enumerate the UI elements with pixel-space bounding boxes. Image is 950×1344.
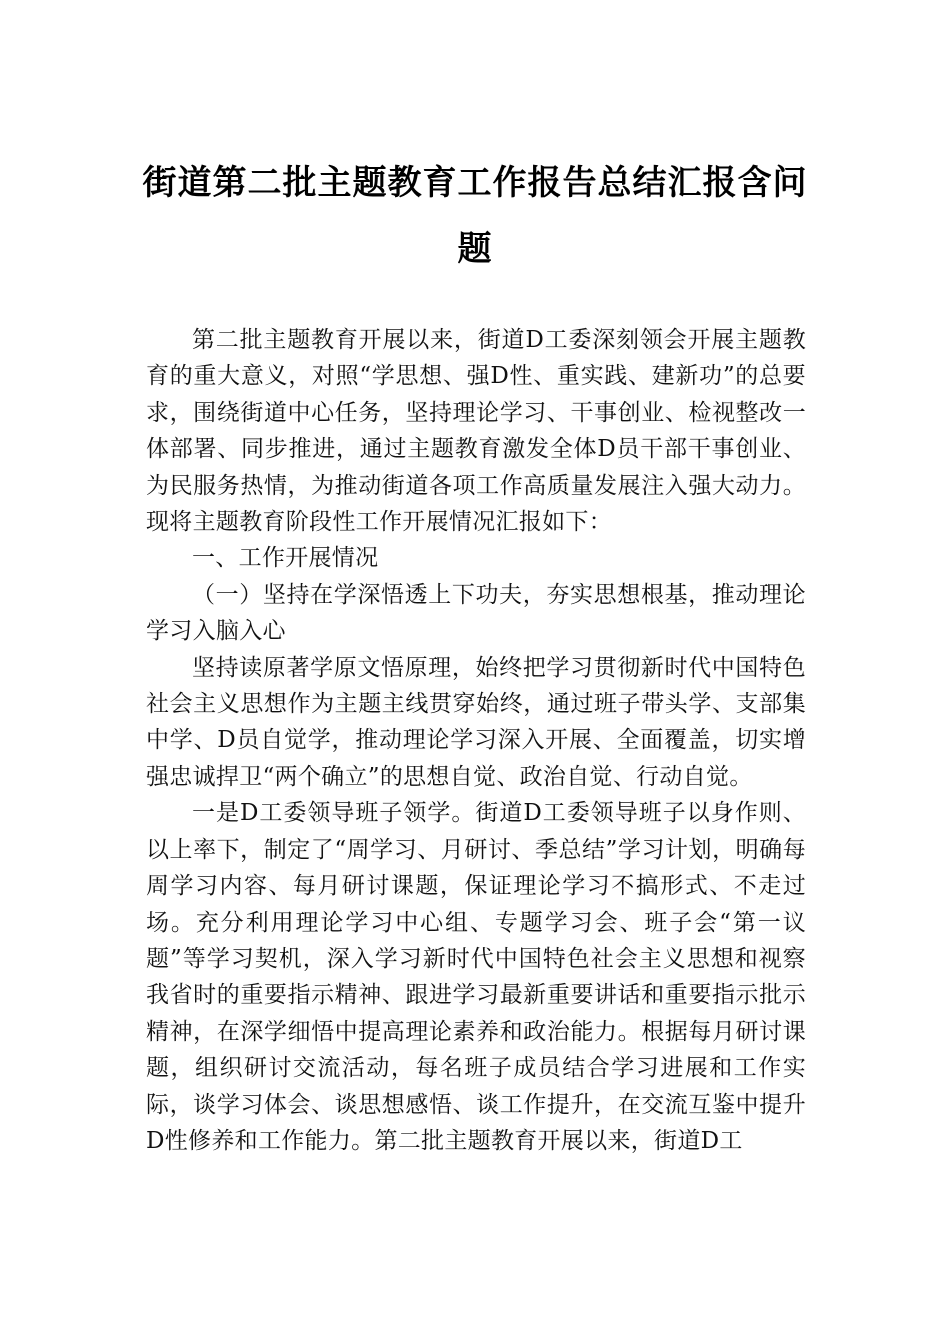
intro-paragraph: 第二批主题教育开展以来，街道D工委深刻领会开展主题教育的重大意义，对照“学思想、强D性、重实践、建新功”的总要求，围绕街道中心任务，坚持理论学习、干事创业、检视整改一体部署、同步推进，通过主题教育激发全体D员干部干事创业、为民服务热情，为推动街道各项工作高质量发展注入强大动力。现将主题教育阶段性工作开展情况汇报如下： [146,327,806,536]
section-heading: 一、工作开展情况 [192,545,379,572]
subsection-heading: （一）坚持在学深悟透上下功夫，夯实思想根基，推动理论学习入脑入心 [146,581,806,645]
body-paragraph: 坚持读原著学原文悟原理，始终把学习贯彻新时代中国特色社会主义思想作为主题主线贯穿始终，通过班子带头学、支部集中学、D员自觉学，推动理论学习深入开展、全面覆盖，切实增强忠诚捍卫“两个确立”的思想自觉、政治自觉、行动自觉。 [146,654,806,790]
document-body [146,322,806,1159]
document-title: 街道第二批主题教育工作报告总结汇报含问题 [142,163,808,269]
body-paragraph: 一是D工委领导班子领学。街道D工委领导班子以身作则、以上率下，制定了“周学习、月研讨、季总结”学习计划，明确每周学习内容、每月研讨课题，保证理论学习不搞形式、不走过场。充分利用理论学习中心组、专题学习会、班子会“第一议题”等学习契机，深入学习新时代中国特色社会主义思想和视察我省时的重要指示精神、跟进学习最新重要讲话和重要指示批示精神，在深学细悟中提高理论素养和政治能力。根据每月研讨课题，组织研讨交流活动，每名班子成员结合学习进展和工作实际，谈学习体会、谈思想感悟、谈工作提升，在交流互鉴中提升D性修养和工作能力。第二批主题教育开展以来，街道D工 [146,800,806,1154]
